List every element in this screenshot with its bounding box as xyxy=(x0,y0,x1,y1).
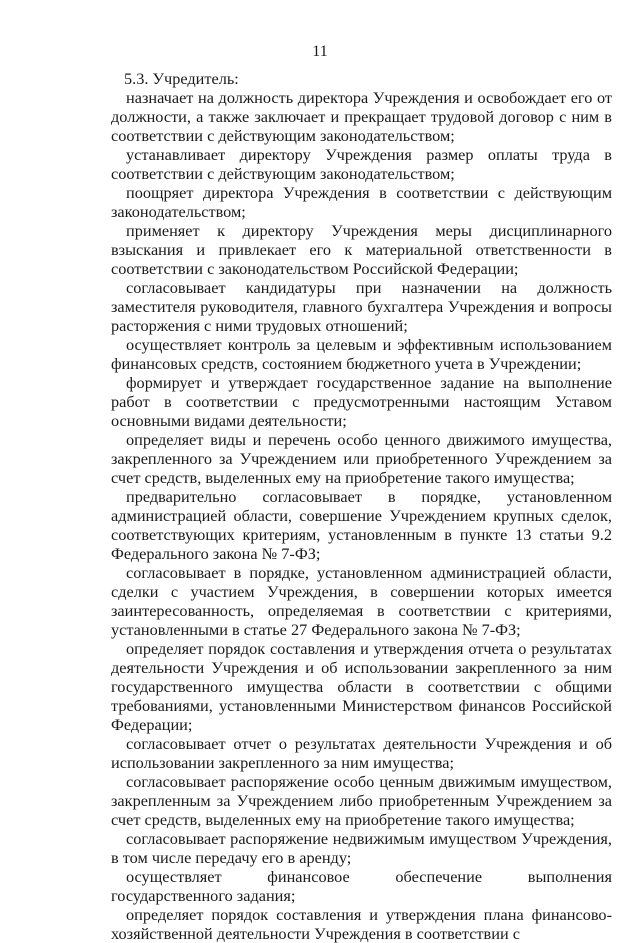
paragraph: согласовывает в порядке, установленном администрацией области, сделки с участием Учреждения, в совершении которых имеется заинтересованность, определяемая в соответствии с критериями, установленными в статье 27 Федерального закона № 7-ФЗ; xyxy=(111,563,612,639)
page-number: 11 xyxy=(312,43,328,60)
paragraph: определяет порядок составления и утверждения плана финансово-хозяйственной деятельности Учреждения в соответствии с xyxy=(111,905,612,943)
paragraph: согласовывает распоряжение особо ценным движимым имуществом, закрепленным за Учреждением либо приобретенным Учреждением за счет средств, выделенных ему на приобретение такого имущества; xyxy=(111,772,612,829)
paragraph: определяет порядок составления и утверждения отчета о результатах деятельности Учреждения и об использовании закрепленного за ним государственного имущества области в соответствии с общими требованиями, установленными Министерством финансов Российской Федерации; xyxy=(111,639,612,734)
paragraph: предварительно согласовывает в порядке, установленном администрацией области, совершение Учреждением крупных сделок, соответствующих критериям, установленным в пункте 13 статьи 9.2 Федерального закона № 7-ФЗ; xyxy=(111,487,612,563)
paragraph: осуществляет финансовое обеспечение выполнения государственного задания; xyxy=(111,867,612,905)
paragraph: поощряет директора Учреждения в соответствии с действующим законодательством; xyxy=(111,183,612,221)
section-heading: 5.3. Учредитель: xyxy=(124,69,239,88)
paragraph: применяет к директору Учреждения меры дисциплинарного взыскания и привлекает его к материальной ответственности в соответствии с законодательством Российской Федерации; xyxy=(111,221,612,278)
paragraph: определяет виды и перечень особо ценного движимого имущества, закрепленного за Учреждением или приобретенного Учреждением за счет средств, выделенных ему на приобретение такого имущества; xyxy=(111,430,612,487)
paragraph: устанавливает директору Учреждения размер оплаты труда в соответствии с действующим законодательством; xyxy=(111,145,612,183)
paragraph: согласовывает кандидатуры при назначении на должность заместителя руководителя, главного бухгалтера Учреждения и вопросы расторжения с ними трудовых отношений; xyxy=(111,278,612,335)
paragraph: назначает на должность директора Учреждения и освобождает его от должности, а также заключает и прекращает трудовой договор с ним в соответствии с действующим законодательством; xyxy=(111,88,612,145)
paragraph: осуществляет контроль за целевым и эффективным использованием финансовых средств, состоянием бюджетного учета в Учреждении; xyxy=(111,335,612,373)
paragraph: согласовывает отчет о результатах деятельности Учреждения и об использовании закрепленного за ним имущества; xyxy=(111,734,612,772)
paragraph: согласовывает распоряжение недвижимым имуществом Учреждения, в том числе передачу его в аренду; xyxy=(111,829,612,867)
charter-section-5-3 xyxy=(111,69,612,943)
paragraph: формирует и утверждает государственное задание на выполнение работ в соответствии с предусмотренными настоящим Уставом основными видами деятельности; xyxy=(111,373,612,430)
